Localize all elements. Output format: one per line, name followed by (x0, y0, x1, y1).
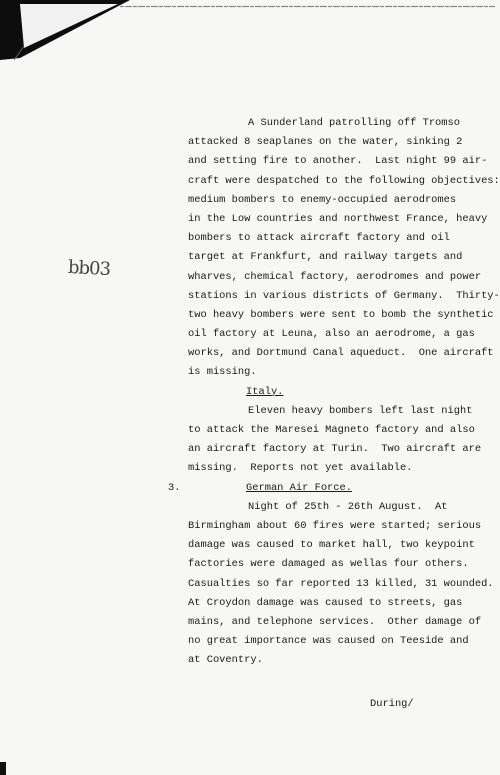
paragraph-german-air-force (188, 498, 498, 671)
text-line: bombers to attack aircraft factory and oil (188, 232, 450, 245)
top-edge-line (120, 5, 495, 8)
text-line: At Croydon damage was caused to streets, gas (188, 596, 463, 609)
text-line: wharves, chemical factory, aerodromes and power (188, 270, 482, 283)
text-line: oil factory at Leuna, also an aerodrome, a gas (188, 328, 475, 341)
heading-italy: Italy. (246, 385, 284, 398)
text-line: and setting fire to another. Last night 99 air- (188, 155, 488, 168)
text-line: Birmingham about 60 fires were started; serious (188, 519, 482, 532)
text-line: two heavy bombers were sent to bomb the synthetic (188, 308, 494, 321)
text-line: attacked 8 seaplanes on the water, sinking 2 (188, 136, 463, 149)
text-line: missing. Reports not yet available. (188, 462, 413, 475)
text-line: factories were damaged as wellas four others. (188, 558, 469, 571)
scan-edge-mark (0, 762, 6, 775)
text-line: an aircraft factory at Turin. Two aircraft are (188, 443, 482, 456)
text-line: target at Frankfurt, and railway targets and (188, 251, 463, 264)
paragraph-italy (188, 402, 498, 479)
text-line: to attack the Maresei Magneto factory and also (188, 424, 475, 436)
section-heading-row (168, 479, 498, 498)
text-line: Night of 25th - 26th August. At (248, 500, 448, 513)
text-line: works, and Dortmund Canal aqueduct. One aircraft (188, 347, 494, 360)
text-line: mains, and telephone services. Other damage of (188, 615, 482, 628)
heading-german-air-force: German Air Force. (246, 481, 353, 494)
text-line: medium bombers to enemy-occupied aerodromes (188, 193, 457, 206)
text-line: Casualties so far reported 13 killed, 31 wounded. (188, 577, 494, 590)
section-number: 3. (168, 481, 181, 494)
document-body (168, 114, 500, 670)
text-line: A Sunderland patrolling off Tromso (248, 117, 461, 129)
text-line: is missing. (188, 366, 257, 379)
text-line: Eleven heavy bombers left last night (248, 404, 473, 417)
margin-handwritten-note: bb03 (67, 256, 111, 281)
catchword: During/ (370, 698, 414, 710)
text-line: in the Low countries and northwest France, heavy (188, 212, 488, 225)
text-line: stations in various districts of Germany. Thirty- (188, 289, 500, 302)
torn-corner-mark (0, 0, 130, 60)
paragraph-raf-operations (188, 114, 498, 383)
text-line: no great importance was caused on Teeside and (188, 635, 469, 648)
text-line: at Coventry. (188, 654, 263, 667)
text-line: craft were despatched to the following objectives: (188, 174, 500, 187)
text-line: damage was caused to market hall, two keypoint (188, 539, 475, 552)
